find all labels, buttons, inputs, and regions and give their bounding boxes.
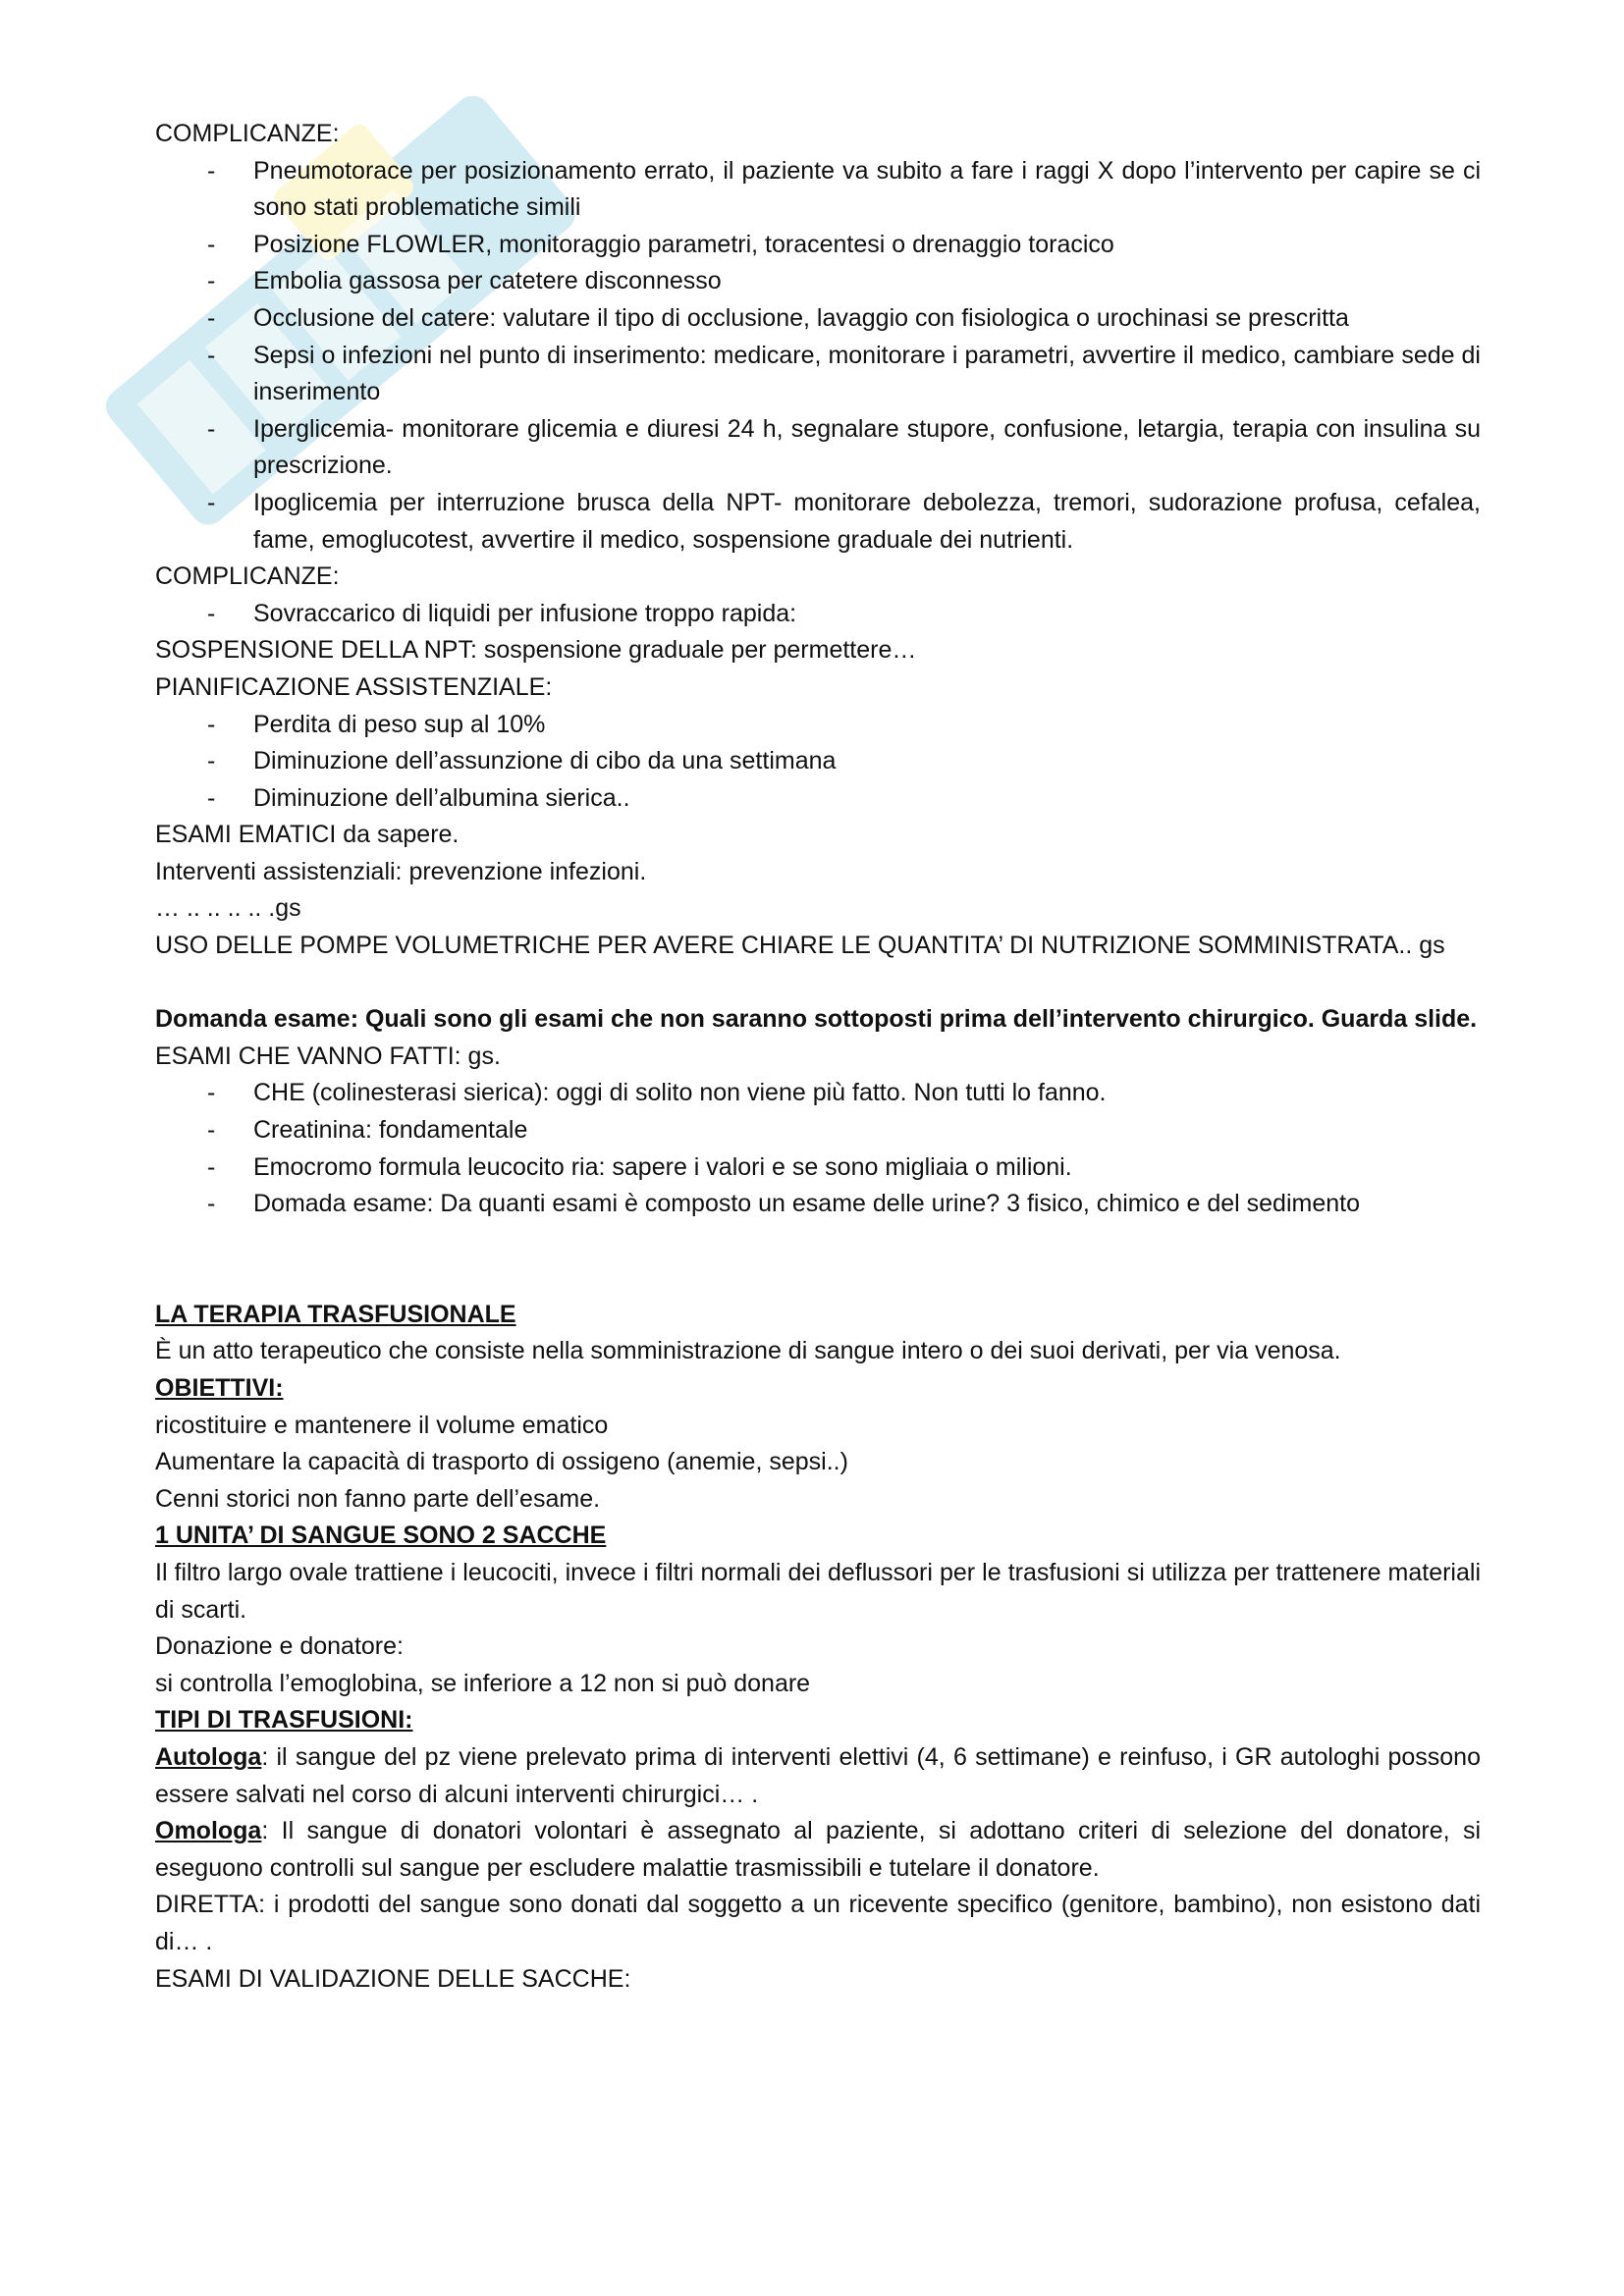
diretta-paragraph: DIRETTA: i prodotti del sangue sono donati dal soggetto a un ricevente specifico (genitore, bambino), non esistono dati di… . xyxy=(155,1891,1481,1955)
list-item: - Embolia gassosa per catetere disconnesso xyxy=(155,263,1481,300)
list-item: - Occlusione del catere: valutare il tipo di occlusione, lavaggio con fisiologica o urochinasi se prescritta xyxy=(155,300,1481,338)
list-item: - Diminuzione dell’albumina sierica.. xyxy=(155,780,1481,818)
complicanze-heading: COMPLICANZE: xyxy=(155,120,340,147)
list-item: - Emocromo formula leucocito ria: sapere i valori e se sono migliaia o milioni. xyxy=(155,1149,1481,1187)
list-item: - Iperglicemia- monitorare glicemia e diuresi 24 h, segnalare stupore, confusione, letargia, terapia con insulina su prescrizione. xyxy=(155,411,1481,485)
domanda-esame: Domanda esame: Quali sono gli esami che non saranno sottoposti prima dell’intervento chirurgico. Guarda slide. xyxy=(155,1005,1478,1034)
obiettivo-line: Cenni storici non fanno parte dell’esame. xyxy=(155,1484,601,1513)
list-item: - Perdita di peso sup al 10% xyxy=(155,707,1481,744)
obiettivo-line: Aumentare la capacità di trasporto di ossigeno (anemie, sepsi..) xyxy=(155,1448,848,1476)
list-item: - Ipoglicemia per interruzione brusca della NPT- monitorare debolezza, tremori, sudorazione profusa, cefalea, fame, emoglucotest, avvertire il medico, sospensione graduale dei nutrienti. xyxy=(155,485,1481,559)
donazione-line: Donazione e donatore: xyxy=(155,1632,404,1661)
omologa-text: : Il sangue di donatori volontari è assegnato al paziente, si adottano criteri di selezione del donatore, si eseguono controlli sul sangue per escludere malattie trasmissibili e tutelare il donatore. xyxy=(155,1817,1481,1882)
pompe-line: USO DELLE POMPE VOLUMETRICHE PER AVERE CHIARE LE QUANTITA’ DI NUTRIZIONE SOMMINISTRATA.. gs xyxy=(155,932,1445,960)
autologa-text: : il sangue del pz viene prelevato prima di interventi elettivi (4, 6 settimane) e reinfuso, i GR autologhi possono essere salvati nel corso di alcuni interventi chirurgici… . xyxy=(155,1742,1481,1808)
omologa-label: Omologa xyxy=(155,1817,262,1845)
list-item: - Pneumotorace per posizionamento errato, il paziente va subito a fare i raggi X dopo l’intervento per capire se ci sono stati problematiche simili xyxy=(155,153,1481,227)
list-item: - Diminuzione dell’assunzione di cibo da una settimana xyxy=(155,743,1481,780)
document-content xyxy=(155,116,1481,1998)
sospensione-line: SOSPENSIONE DELLA NPT: sospensione graduale per permettere… xyxy=(155,636,917,665)
list-item: - Posizione FLOWLER, monitoraggio parametri, toracentesi o drenaggio toracico xyxy=(155,227,1481,264)
interventi-line: Interventi assistenziali: prevenzione infezioni. xyxy=(155,857,647,885)
autologa-paragraph xyxy=(155,1739,1481,1813)
unita-heading: 1 UNITA’ DI SANGUE SONO 2 SACCHE xyxy=(155,1522,607,1550)
omologa-paragraph xyxy=(155,1813,1481,1887)
terapia-intro: È un atto terapeutico che consiste nella somministrazione di sangue intero o dei suoi derivati, per via venosa. xyxy=(155,1337,1341,1365)
obiettivi-heading: OBIETTIVI: xyxy=(155,1374,284,1402)
section-title: LA TERAPIA TRASFUSIONALE xyxy=(155,1300,516,1328)
emoglobina-line: si controlla l’emoglobina, se inferiore a 12 non si può donare xyxy=(155,1669,811,1697)
list-item: - Sovraccarico di liquidi per infusione troppo rapida: xyxy=(155,596,1481,633)
list-item: - Domada esame: Da quanti esami è composto un esame delle urine? 3 fisico, chimico e del sedimento xyxy=(155,1186,1481,1223)
autologa-label: Autologa xyxy=(155,1742,262,1771)
obiettivo-line: ricostituire e mantenere il volume ematico xyxy=(155,1411,609,1439)
tipi-heading: TIPI DI TRASFUSIONI: xyxy=(155,1706,413,1735)
dots-line: … .. .. .. .. .gs xyxy=(155,894,301,923)
filtro-paragraph: Il filtro largo ovale trattiene i leucociti, invece i filtri normali dei deflussori per le trasfusioni si utilizza per trattenere materiali di scarti. xyxy=(155,1558,1481,1624)
spacer xyxy=(155,965,1481,1002)
complicanze-heading: COMPLICANZE: xyxy=(155,562,340,591)
esami-fatti-heading: ESAMI CHE VANNO FATTI: gs. xyxy=(155,1041,501,1070)
esami-ematici-line: ESAMI EMATICI da sapere. xyxy=(155,821,460,849)
list-item: - Sepsi o infezioni nel punto di inserimento: medicare, monitorare i parametri, avvertire il medico, cambiare sede di inserimento xyxy=(155,338,1481,411)
pianificazione-heading: PIANIFICAZIONE ASSISTENZIALE: xyxy=(155,672,553,701)
list-item: - CHE (colinesterasi sierica): oggi di solito non viene più fatto. Non tutti lo fanno. xyxy=(155,1075,1481,1112)
validazione-line: ESAMI DI VALIDAZIONE DELLE SACCHE: xyxy=(155,1964,631,1993)
spacer xyxy=(155,1223,1481,1297)
list-item: - Creatinina: fondamentale xyxy=(155,1112,1481,1149)
